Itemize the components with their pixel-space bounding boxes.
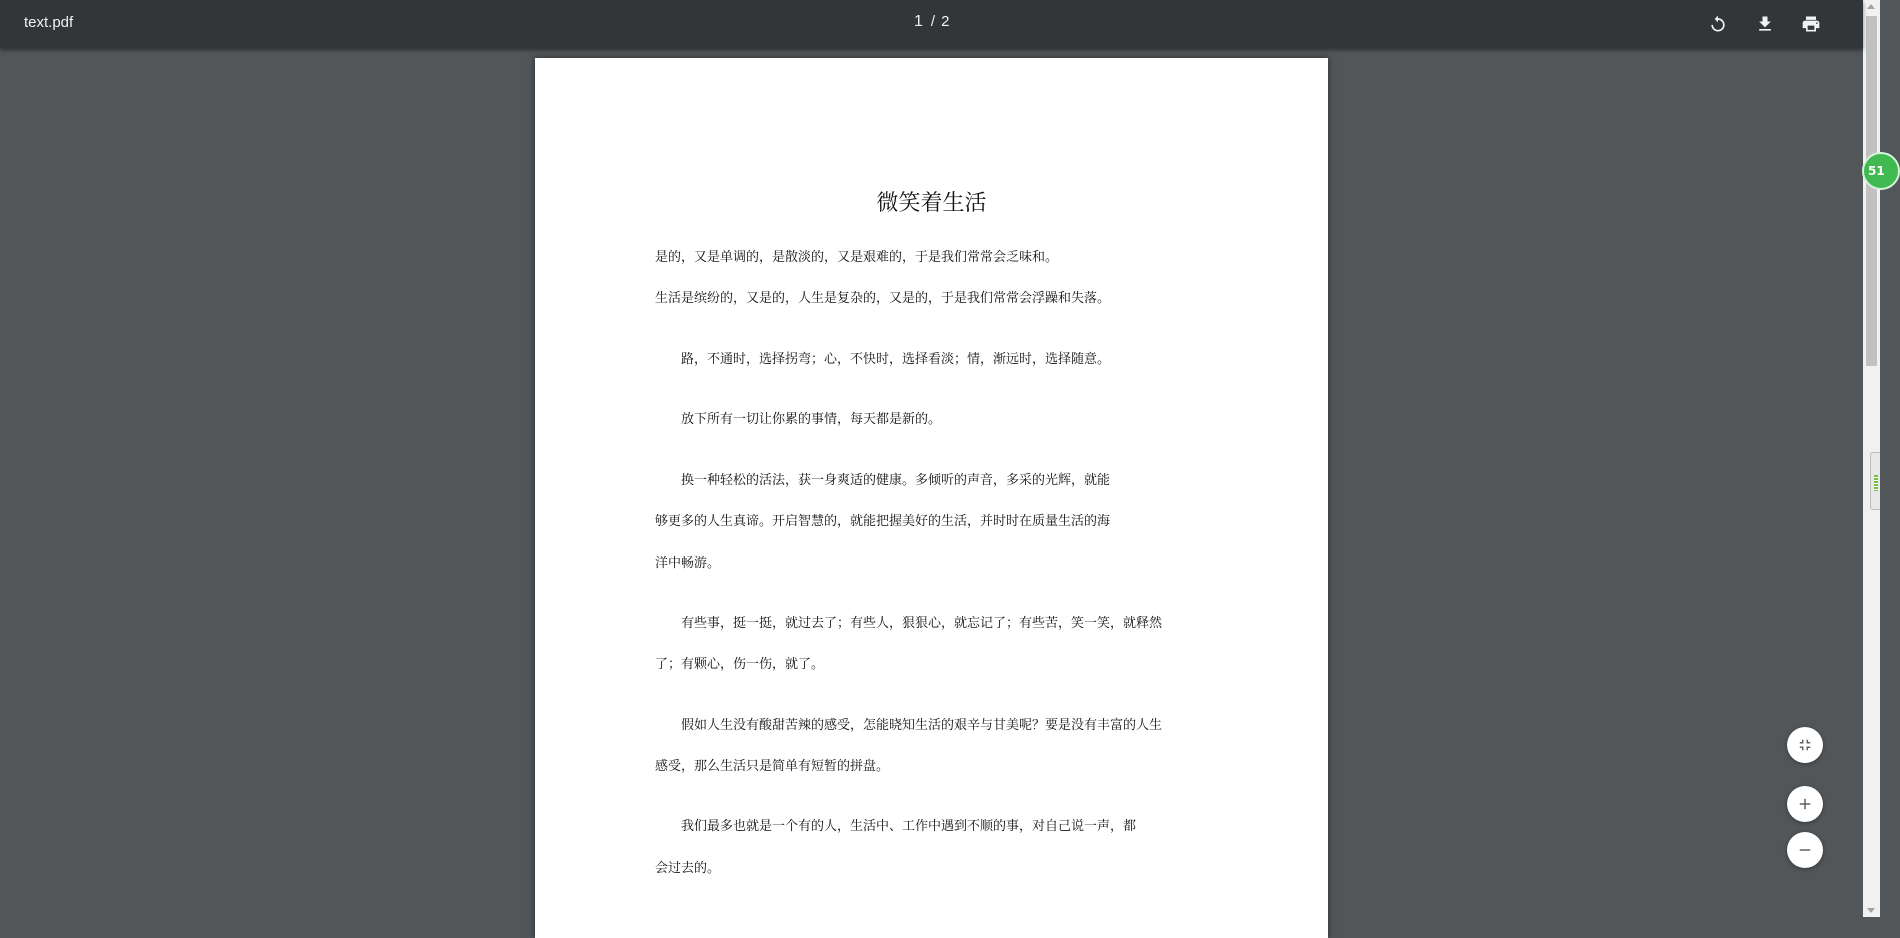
zoom-in-button[interactable] — [1787, 786, 1823, 822]
text-line: 假如人生没有酸甜苦辣的感受，怎能晓知生活的艰辛与甘美呢？要是没有丰富的人生 — [681, 718, 1163, 733]
file-title: text.pdf — [24, 14, 74, 31]
text-line: 生活是缤纷的，又是的，人生是复杂的，又是的，于是我们常常会浮躁和失落。 — [655, 291, 1111, 306]
page-indicator — [914, 13, 949, 31]
print-button[interactable] — [1799, 12, 1823, 36]
text-line: 我们最多也就是一个有的人，生活中、工作中遇到不顺的事，对自己说一声，都 — [681, 819, 1137, 834]
zoom-out-icon — [1796, 841, 1814, 859]
side-panel-tab[interactable] — [1870, 452, 1880, 510]
current-page-number[interactable]: 1 — [914, 13, 923, 30]
rotate-icon — [1708, 14, 1728, 34]
fit-page-button[interactable] — [1787, 727, 1823, 763]
scroll-down-arrow-icon[interactable] — [1867, 908, 1875, 913]
text-line: 了；有颗心，伤一伤，就了。 — [655, 657, 825, 672]
document-title: 微笑着生活 — [876, 191, 987, 216]
text-line: 洋中畅游。 — [655, 556, 721, 571]
pdf-page — [535, 58, 1328, 938]
text-line: 是的，又是单调的，是散淡的，又是艰难的，于是我们常常会乏味和。 — [655, 250, 1059, 265]
page-separator: / — [930, 13, 936, 30]
text-line: 放下所有一切让你累的事情，每天都是新的。 — [681, 412, 942, 427]
download-icon — [1755, 14, 1775, 34]
print-icon — [1801, 14, 1821, 34]
text-line: 感受，那么生活只是简单有短暂的拼盘。 — [655, 759, 890, 774]
text-line: 有些事，挺一挺，就过去了；有些人，狠狠心，就忘记了；有些苦，笑一笑，就释然 — [681, 616, 1163, 631]
pdf-toolbar — [0, 0, 1863, 48]
text-line: 会过去的。 — [655, 861, 721, 876]
document-viewer[interactable] — [0, 48, 1863, 917]
scroll-up-arrow-icon[interactable] — [1867, 4, 1875, 9]
scrollbar-thumb[interactable] — [1866, 16, 1877, 366]
text-line: 够更多的人生真谛。开启智慧的，就能把握美好的生活，并时时在质量生活的海 — [655, 514, 1111, 529]
total-pages: 2 — [941, 13, 950, 30]
fit-page-icon — [1796, 736, 1814, 754]
zoom-out-button[interactable] — [1787, 832, 1823, 868]
text-line: 换一种轻松的活法，获一身爽适的健康。多倾听的声音，多采的光辉，就能 — [681, 473, 1111, 488]
floating-widget-badge[interactable] — [1862, 152, 1900, 190]
badge-number: 51 — [1868, 164, 1885, 178]
rotate-button[interactable] — [1706, 12, 1730, 36]
signal-bars-icon — [1874, 475, 1878, 491]
download-button[interactable] — [1753, 12, 1777, 36]
text-line: 路，不通时，选择拐弯；心，不快时，选择看淡；情，渐远时，选择随意。 — [681, 352, 1111, 367]
zoom-in-icon — [1796, 795, 1814, 813]
